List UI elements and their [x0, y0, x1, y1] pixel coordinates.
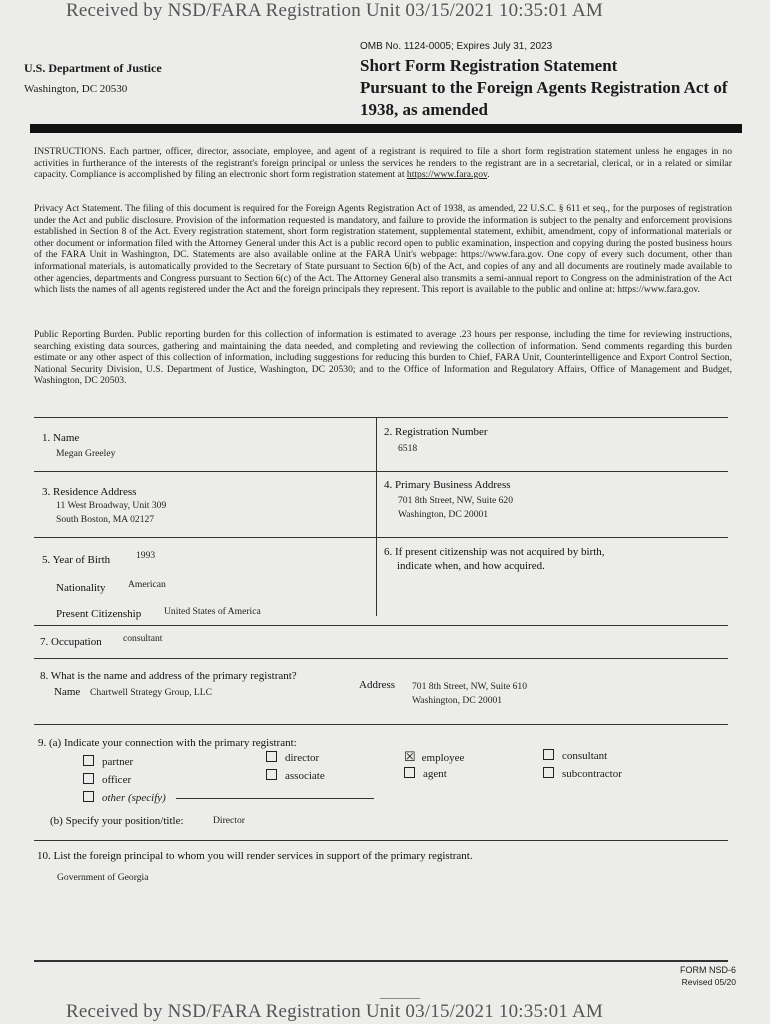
officer-checkbox[interactable]	[83, 773, 94, 784]
q4-label: 4. Primary Business Address	[384, 479, 511, 491]
option-other[interactable]	[83, 791, 166, 804]
consultant-checkbox[interactable]	[543, 749, 554, 760]
option-consultant[interactable]	[543, 749, 607, 762]
option-subcontractor[interactable]	[543, 767, 622, 780]
instructions-link[interactable]: https://www.fara.gov	[406, 169, 488, 181]
q10-label: 10. List the foreign principal to whom you will render services in support of the primary registrant.	[37, 850, 473, 862]
footer-tick	[380, 998, 420, 999]
nationality-label: Nationality	[56, 582, 106, 594]
q3-label: 3. Residence Address	[42, 486, 137, 498]
option-partner[interactable]	[83, 755, 133, 768]
partner-label: partner	[102, 756, 134, 768]
q4-address-line1[interactable]: 701 8th Street, NW, Suite 620	[398, 495, 514, 506]
q4-address-line2[interactable]: Washington, DC 20001	[398, 509, 489, 520]
row-rule-6	[34, 840, 728, 841]
q6-label-line1: 6. If present citizenship was not acquired by birth,	[384, 546, 605, 558]
q7-label: 7. Occupation	[40, 636, 102, 648]
option-associate[interactable]	[266, 769, 325, 782]
instructions-end: .	[487, 169, 490, 181]
associate-checkbox[interactable]	[266, 769, 277, 780]
q9b-label: (b) Specify your position/title:	[50, 815, 184, 827]
instructions-text: Each partner, officer, director, associate, employee, and agent of a registrant is required to file a short form registration statement unless he engages in no activities in furtherance of the interests of the registrant's foreign principal or unless the services he renders to the registrant are in a secretarial, clerical, or in a related or similar capacity. Compliance is accomplished by filing an electronic short form registration statement at	[34, 146, 732, 181]
q3-address-line2[interactable]: South Boston, MA 02127	[56, 514, 155, 525]
employee-checkbox-checked[interactable]: ☒	[404, 749, 416, 764]
q8-address-label: Address	[359, 679, 396, 691]
director-label: director	[285, 752, 320, 764]
q2-label: 2. Registration Number	[384, 426, 488, 438]
option-agent[interactable]	[404, 767, 447, 780]
row-rule-2	[34, 537, 728, 538]
other-specify-line[interactable]	[176, 798, 374, 799]
citizenship-value[interactable]: United States of America	[164, 606, 261, 617]
q9b-position-value[interactable]: Director	[213, 815, 245, 826]
associate-label: associate	[285, 770, 325, 782]
row-rule-4	[34, 658, 728, 659]
privacy-act-paragraph: Privacy Act Statement. The filing of this document is required for the Foreign Agents Registration Act of 1938, as amended, 22 U.S.C. § 611 et seq., for the purposes of registration under the Act and public disclosure. Provision of the information requested is mandatory, and failure to provide the information is subject to the penalty and enforcement provisions established in Section 8 of the Act. Every registration statement, short form registration statement, supplemental statement, exhibit, amendment, copy of informational materials or other document or information filed with the Attorney General under this Act is a public record open to public examination, inspection and copying during the posted business hours of the FARA Unit in Washington, DC. Statements are also available online at the FARA Unit's webpage: https://www.fara.gov. One copy of every such document, other than informational materials, is automatically provided to the Secretary of State pursuant to Section 6(b) of the Act, and copies of any and all documents are routinely made available to other agencies, departments and Congress pursuant to Section 6(c) of the Act. The Attorney General also transmits a semi-annual report to Congress on the administration of the Act which lists the names of all agents registered under the Act and the foreign principals they represent. This report is available to the public and online at: https://www.fara.gov.	[34, 203, 732, 296]
row-rule-5	[34, 724, 728, 725]
q5-year-value[interactable]: 1993	[136, 550, 156, 561]
agent-label: agent	[423, 768, 447, 780]
agent-checkbox[interactable]	[404, 767, 415, 778]
form-title-line1: Short Form Registration Statement	[360, 56, 618, 75]
option-employee[interactable]	[404, 749, 464, 765]
option-officer[interactable]	[83, 773, 131, 786]
agency-city: Washington, DC 20530	[24, 83, 128, 95]
form-title-line2: Pursuant to the Foreign Agents Registration Act of	[360, 78, 728, 97]
partner-checkbox[interactable]	[83, 755, 94, 766]
q1-name-value[interactable]: Megan Greeley	[56, 448, 116, 459]
q8-name-value[interactable]: Chartwell Strategy Group, LLC	[90, 687, 213, 698]
omb-number: OMB No. 1124-0005; Expires July 31, 2023	[360, 41, 553, 52]
citizenship-label: Present Citizenship	[56, 608, 142, 620]
employee-label: employee	[421, 752, 465, 764]
q8-label: 8. What is the name and address of the primary registrant?	[40, 670, 297, 682]
form-top-rule	[34, 417, 728, 418]
form-column-divider	[376, 417, 377, 616]
q2-registration-value[interactable]: 6518	[398, 443, 418, 454]
other-label: other (specify)	[102, 792, 166, 804]
q8-address-line1[interactable]: 701 8th Street, NW, Suite 610	[412, 681, 528, 692]
q10-principal-value[interactable]: Government of Georgia	[57, 872, 149, 883]
instructions-paragraph	[34, 146, 732, 181]
header-divider	[30, 124, 742, 133]
form-revised: Revised 05/20	[681, 977, 736, 987]
q7-occupation-value[interactable]: consultant	[123, 633, 163, 644]
q9a-label: 9. (a) Indicate your connection with the primary registrant:	[38, 737, 297, 749]
agency-name: U.S. Department of Justice	[24, 61, 162, 75]
q6-label-line2: indicate when, and how acquired.	[397, 560, 545, 572]
nationality-value[interactable]: American	[128, 579, 166, 590]
other-checkbox[interactable]	[83, 791, 94, 802]
q5-label: 5. Year of Birth	[42, 554, 111, 566]
subcontractor-checkbox[interactable]	[543, 767, 554, 778]
officer-label: officer	[102, 774, 132, 786]
form-title-line3: 1938, as amended	[360, 100, 488, 119]
instructions-label: INSTRUCTIONS.	[34, 146, 106, 157]
received-stamp-bottom: Received by NSD/FARA Registration Unit 03/15/2021 10:35:01 AM	[66, 1001, 603, 1022]
q8-name-label: Name	[54, 686, 81, 698]
subcontractor-label: subcontractor	[562, 768, 622, 780]
q1-label: 1. Name	[42, 432, 80, 444]
row-rule-3	[34, 625, 728, 626]
row-rule-1	[34, 471, 728, 472]
form-number: FORM NSD-6	[680, 965, 736, 975]
consultant-label: consultant	[562, 750, 608, 762]
q8-address-line2[interactable]: Washington, DC 20001	[412, 695, 503, 706]
director-checkbox[interactable]	[266, 751, 277, 762]
option-director[interactable]	[266, 751, 319, 764]
q3-address-line1[interactable]: 11 West Broadway, Unit 309	[56, 500, 167, 511]
received-stamp-top: Received by NSD/FARA Registration Unit 03/15/2021 10:35:01 AM	[66, 0, 603, 21]
form-bottom-rule	[34, 960, 728, 962]
reporting-burden-paragraph: Public Reporting Burden. Public reporting burden for this collection of information is estimated to average .23 hours per response, including the time for reviewing instructions, searching existing data sources, gathering and maintaining the data needed, and completing and reviewing the collection of information. Send comments regarding this burden estimate or any other aspect of this collection of information, including suggestions for reducing this burden to Chief, FARA Unit, Counterintelligence and Export Control Section, National Security Division, U.S. Department of Justice, Washington, DC 20530; and to the Office of Information and Regulatory Affairs, Office of Management and Budget, Washington, DC 20503.	[34, 329, 732, 387]
form-title	[360, 55, 728, 121]
